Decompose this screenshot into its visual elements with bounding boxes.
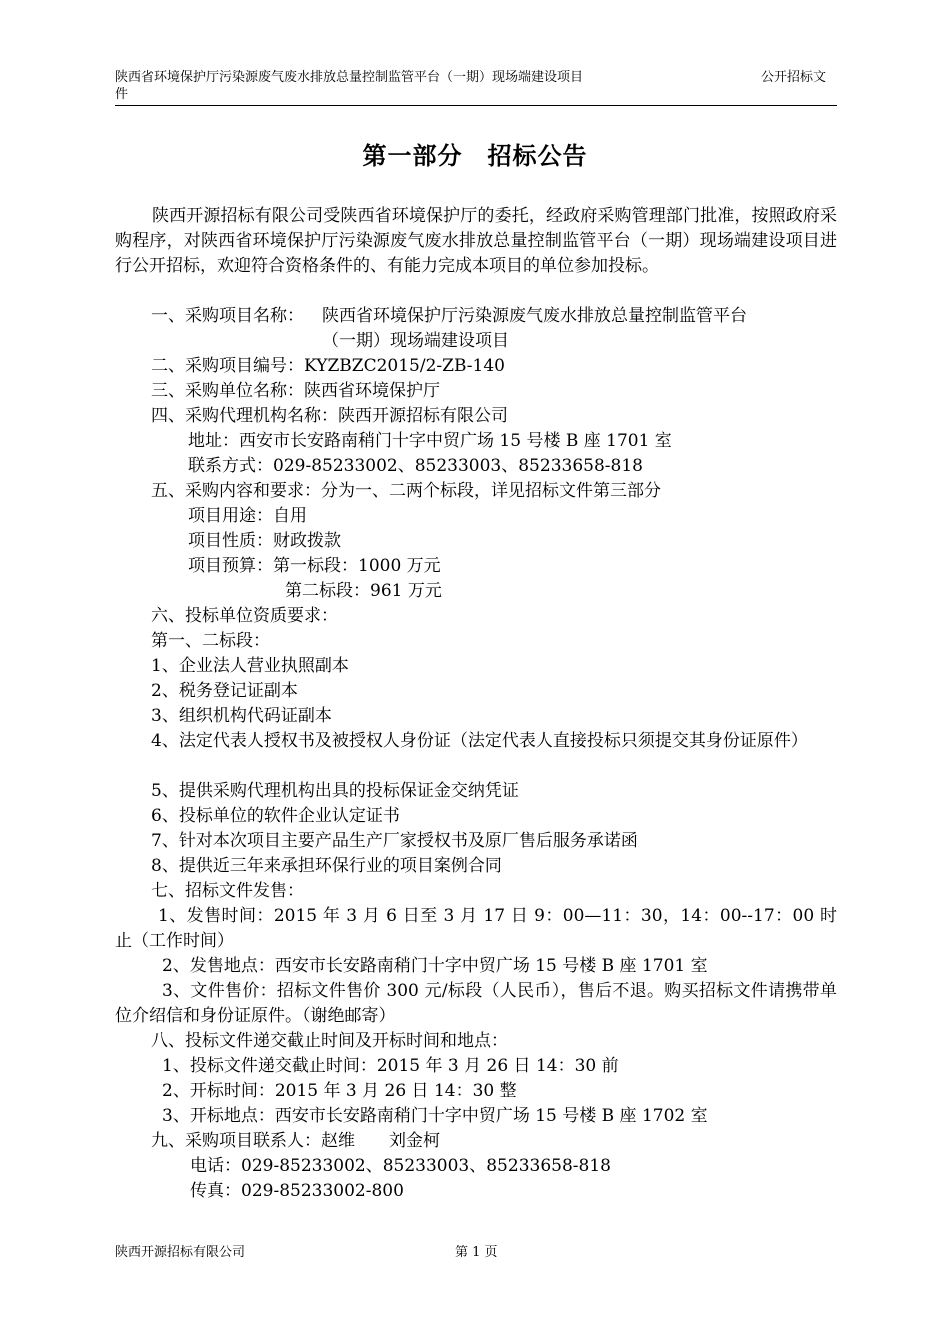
intro-paragraph: [115, 204, 837, 279]
s4-contact: 联系方式：029-85233002、85233003、85233658-818: [188, 456, 643, 476]
list-item: 5、提供采购代理机构出具的投标保证金交纳凭证: [151, 781, 519, 801]
footer-page-number: 第 1 页: [455, 1245, 498, 1260]
s5-budget1: 项目预算：第一标段：1000 万元: [188, 556, 441, 576]
s4-agency: 四、采购代理机构名称：陕西开源招标有限公司: [151, 406, 508, 426]
s7-time-block: [115, 904, 837, 954]
s6-label: 六、投标单位资质要求：: [151, 606, 338, 626]
list-item: 1、企业法人营业执照副本: [151, 656, 349, 676]
footer-company: 陕西开源招标有限公司: [115, 1245, 246, 1260]
s7-place: 2、发售地点：西安市长安路南稍门十字中贸广场 15 号楼 B 座 1701 室: [162, 956, 708, 976]
s5-usage: 项目用途：自用: [188, 506, 307, 526]
header-title-continuation: 件: [115, 87, 129, 102]
s1-value-line1: 陕西省环境保护厅污染源废气废水排放总量控制监管平台: [322, 306, 747, 326]
s8-label: 八、投标文件递交截止时间及开标时间和地点：: [151, 1031, 508, 1051]
s7-price: 3、文件售价：招标文件售价 300 元/标段（人民币），售后不退。购买招标文件请携带单位介绍信和身份证原件。（谢绝邮寄）: [115, 981, 837, 1026]
s5-budget2: 第二标段：961 万元: [285, 581, 442, 601]
s1-value-line2: （一期）现场端建设项目: [322, 331, 509, 351]
s3-purchaser: 三、采购单位名称：陕西省环境保护厅: [151, 381, 440, 401]
list-item: 7、针对本次项目主要产品生产厂家授权书及原厂售后服务承诺函: [151, 831, 638, 851]
s5-content: 五、采购内容和要求：分为一、二两个标段，详见招标文件第三部分: [151, 481, 661, 501]
s6-item4-block: [115, 729, 837, 754]
page-title: 第一部分 招标公告: [362, 142, 588, 170]
list-item: 2、税务登记证副本: [151, 681, 298, 701]
s4-address: 地址：西安市长安路南稍门十字中贸广场 15 号楼 B 座 1701 室: [188, 431, 672, 451]
list-item: 4、法定代表人授权书及被授权人身份证（法定代表人直接投标只须提交其身份证原件）: [151, 731, 808, 751]
s7-time: 1、发售时间：2015 年 3 月 6 日至 3 月 17 日 9：00—11：30，14：00--17：00 时止（工作时间）: [115, 906, 837, 951]
s9-phone: 电话：029-85233002、85233003、85233658-818: [190, 1156, 611, 1176]
header-doc-type: 公开招标文: [761, 70, 827, 85]
s7-price-block: [115, 979, 837, 1029]
header-rule: [115, 105, 837, 106]
header-title: 陕西省环境保护厅污染源废气废水排放总量控制监管平台（一期）现场端建设项目: [115, 70, 584, 85]
s7-label: 七、招标文件发售：: [151, 881, 304, 901]
list-item: 6、投标单位的软件企业认定证书: [151, 806, 400, 826]
s8-deadline: 1、投标文件递交截止时间：2015 年 3 月 26 日 14：30 前: [162, 1056, 619, 1076]
list-item: 3、组织机构代码证副本: [151, 706, 332, 726]
s2-project-number: 二、采购项目编号：KYZBZC2015/2-ZB-140: [151, 356, 505, 376]
list-item: 8、提供近三年来承担环保行业的项目案例合同: [151, 856, 502, 876]
s6-subtitle: 第一、二标段：: [151, 631, 270, 651]
s9-fax: 传真：029-85233002-800: [190, 1181, 404, 1201]
s8-open-time: 2、开标时间：2015 年 3 月 26 日 14：30 整: [162, 1081, 517, 1101]
s5-nature: 项目性质：财政拨款: [188, 531, 341, 551]
intro-text: 陕西开源招标有限公司受陕西省环境保护厅的委托，经政府采购管理部门批准，按照政府采购程序，对陕西省环境保护厅污染源废气废水排放总量控制监管平台（一期）现场端建设项目进行公开招标，欢迎符合资格条件的、有能力完成本项目的单位参加投标。: [115, 206, 837, 276]
s1-label: 一、采购项目名称：: [151, 306, 304, 326]
s9-label: 九、采购项目联系人：赵维 刘金柯: [151, 1131, 440, 1151]
s8-open-place: 3、开标地点：西安市长安路南稍门十字中贸广场 15 号楼 B 座 1702 室: [162, 1106, 708, 1126]
